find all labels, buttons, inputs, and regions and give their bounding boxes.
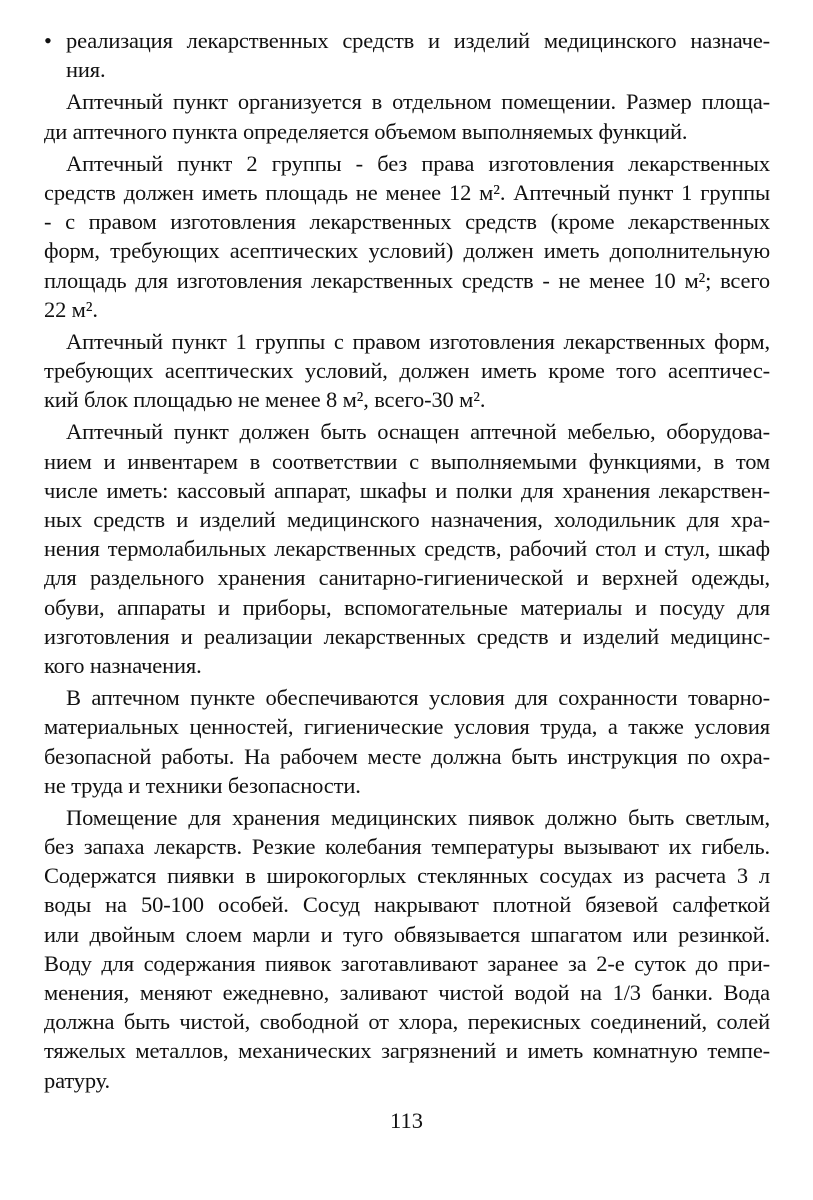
paragraph	[44, 327, 770, 415]
text-line: ния.	[66, 57, 106, 83]
paragraph	[44, 87, 770, 145]
bullet-text: реализация лекарственных средств и изделий медицинского назначе-	[66, 28, 770, 53]
text-line: Помещение для хранения медицинских пиявок должно быть светлым,	[66, 804, 770, 830]
text-line: Аптечный пункт должен быть оснащен аптечной мебелью, оборудова-	[66, 419, 770, 445]
bullet-item	[44, 26, 770, 84]
text-line: форм, требующих асептических условий) должен иметь дополнительную	[44, 238, 770, 264]
text-line: изготовления и реализации лекарственных средств и изделий медицинс-	[44, 623, 770, 649]
text-line: тяжелых металлов, механических загрязнений и иметь комнатную темпе-	[44, 1038, 770, 1064]
text-line: менения, меняют ежедневно, заливают чистой водой на 1/3 банки. Вода	[44, 980, 770, 1005]
paragraph	[44, 683, 770, 800]
text-line	[44, 26, 770, 55]
text-line: средств должен иметь площадь не менее 12 м². Аптечный пункт 1 группы	[44, 179, 770, 205]
text-line: нения термолабильных лекарственных средств, рабочий стол и стул, шкаф	[44, 536, 770, 562]
text-line: Аптечный пункт 1 группы с правом изготовления лекарственных форм,	[66, 328, 770, 354]
text-line: материальных ценностей, гигиенические условия труда, а также условия	[44, 714, 770, 740]
text-line: Воду для содержания пиявок заготавливают заранее за 2-е суток до при-	[44, 950, 770, 976]
text-line: без запаха лекарств. Резкие колебания температуры вызывают их гибель.	[44, 834, 770, 860]
bullet-icon: •	[44, 28, 52, 53]
text-line: нием и инвентарем в соответствии с выполняемыми функциями, в том	[44, 448, 770, 474]
text-line: 22 м².	[44, 296, 98, 322]
body-text	[44, 26, 770, 1095]
text-line: требующих асептических условий, должен иметь кроме того асептичес-	[44, 358, 770, 384]
text-line: Аптечный пункт организуется в отдельном помещении. Размер площа-	[66, 89, 770, 115]
paragraph	[44, 417, 770, 680]
text-line: ных средств и изделий медицинского назначения, холодильник для хра-	[44, 507, 770, 532]
page-number: 113	[390, 1108, 423, 1133]
text-line: ратуру.	[44, 1067, 110, 1093]
text-line: площадь для изготовления лекарственных средств - не менее 10 м²; всего	[44, 267, 770, 293]
text-line: должна быть чистой, свободной от хлора, перекисных соединений, солей	[44, 1009, 770, 1035]
text-line: или двойным слоем марли и туго обвязывается шпагатом или резинкой.	[44, 921, 770, 947]
text-line: не труда и техники безопасности.	[44, 772, 361, 798]
text-line: Аптечный пункт 2 группы - без права изготовления лекарственных	[66, 150, 770, 176]
text-line: ди аптечного пункта определяется объемом выполняемых функций.	[44, 118, 688, 144]
text-line: воды на 50-100 особей. Сосуд накрывают плотной бязевой салфеткой	[44, 892, 770, 918]
text-line: обуви, аппараты и приборы, вспомогательные материалы и посуду для	[44, 594, 770, 620]
text-line: Содержатся пиявки в широкогорлых стеклянных сосудах из расчета 3 л	[44, 863, 770, 889]
text-line: безопасной работы. На рабочем месте должна быть инструкция по охра-	[44, 743, 770, 769]
text-line: В аптечном пункте обеспечиваются условия для сохранности товарно-	[66, 685, 770, 711]
text-line: числе иметь: кассовый аппарат, шкафы и полки для хранения лекарствен-	[44, 477, 770, 503]
text-line: кий блок площадью не менее 8 м², всего-30 м².	[44, 387, 486, 413]
text-line: для раздельного хранения санитарно-гигиенической и верхней одежды,	[44, 565, 770, 591]
text-line: - с правом изготовления лекарственных средств (кроме лекарственных	[44, 209, 770, 235]
paragraph	[44, 149, 770, 324]
text-line: кого назначения.	[44, 652, 202, 678]
paragraph	[44, 803, 770, 1095]
